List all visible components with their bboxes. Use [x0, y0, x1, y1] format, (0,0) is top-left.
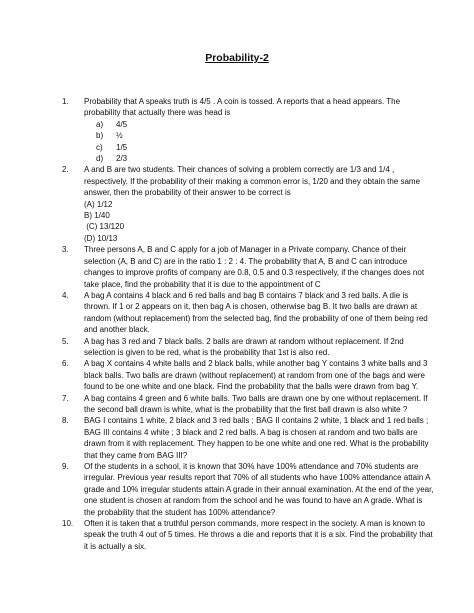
question-number: 6.	[62, 359, 69, 369]
option-item	[96, 153, 434, 164]
option-text: ½	[116, 131, 123, 141]
question-text: A and B are two students. Their chances of solving a problem correctly are 1/3 and 1/4 , respectively. If the probability of their making a common error is, 1/20 and they obtain the same answer, then the probability of their answer to be correct is	[84, 165, 421, 198]
question-text: Often it is taken that a truthful person commands, more respect in the society. A man is known to speak the truth 4 out of 5 times. He throws a die and reports that it is a six. Find the probability that it is actually a six.	[84, 519, 433, 551]
option-item: (D) 10/13	[84, 233, 118, 243]
question-3	[62, 244, 434, 290]
option-list	[84, 119, 434, 165]
question-number: 3.	[62, 245, 69, 255]
question-10	[62, 518, 434, 552]
question-text: BAG I contains 1 white, 2 black and 3 red balls ; BAG II contains 2 white, 1 black and 1 red balls ; BAG III contains 4 white ; 3 black and 2 red balls. A bag is chosen at random and two balls are drawn from it with replacement. They happen to be one white and one red. What is the probability that they came from BAG III?	[84, 416, 429, 460]
question-2	[62, 164, 434, 244]
option-item	[96, 142, 434, 153]
option-label: a)	[96, 119, 104, 129]
option-item: (C) 13/120	[84, 222, 125, 232]
question-text: A bag X contains 4 white balls and 2 black balls, while another bag Y contains 3 white balls and 3 black balls. Two balls are drawn (without replacement) at random from one of the bags and were found to be one white and one black. Find the probability that the balls were drawn from bag Y.	[84, 359, 428, 392]
question-number: 1.	[62, 97, 69, 106]
question-number: 4.	[62, 290, 69, 300]
option-item	[96, 130, 434, 141]
option-text: 2/3	[116, 154, 128, 164]
question-text: A bag A contains 4 black and 6 red balls and bag B contains 7 black and 3 red balls. A die is thrown. If 1 or 2 appears on it, then bag A is chosen, otherwise bag B. It two balls are drawn at random (without replacement) from the selected bag, find the probability of one of them being red and another black.	[84, 290, 428, 335]
question-number: 7.	[62, 393, 69, 403]
question-7	[62, 393, 434, 416]
option-label: b)	[96, 131, 104, 141]
option-list	[84, 199, 434, 245]
option-item: (A) 1/12	[84, 199, 113, 209]
option-item: B) 1/40	[84, 211, 110, 221]
option-text: 4/5	[116, 119, 128, 129]
question-text: A bag contains 4 green and 6 white balls. Two balls are drawn one by one without replacement. If the second ball drawn is white, what is the probability that the first ball drawn is also white ?	[84, 393, 428, 414]
question-number: 5.	[62, 336, 69, 346]
question-9	[62, 461, 434, 518]
question-list	[62, 96, 434, 552]
question-text: Three persons A, B and C apply for a job of Manager in a Private company. Chance of their selection (A, B and C) are in the ratio 1 : 2 : 4. The probability that A, B and C can introduce changes to improve profits of company are 0.8, 0.5 and 0.3 respectively, if the changes does not take place, find the probability that it is due to the appointment of C	[84, 245, 425, 289]
question-number: 8.	[62, 416, 69, 426]
option-item	[96, 119, 434, 130]
question-text: Probability that A speaks truth is 4/5 . A coin is tossed. A reports that a head appears. The probability that actually there was head is	[84, 97, 401, 118]
question-number: 2.	[62, 165, 69, 175]
question-number: 10.	[62, 519, 74, 529]
page-title: Probability-2	[205, 52, 269, 64]
option-text: 1/5	[116, 142, 128, 152]
question-4	[62, 290, 434, 336]
option-label: d)	[96, 154, 104, 164]
question-number: 9.	[62, 462, 69, 471]
question-5	[62, 336, 434, 359]
question-8	[62, 415, 434, 461]
question-text: Of the students in a school, it is known that 30% have 100% attendance and 70% students are irregular. Previous year results report that 70% of all students who have 100% attendance attain A grade and 10% irregular students attain A grade in their annual examination. At the end of the year, one student is chosen at random from the school and he was found to have an A grade. What is the probability that the student has 100% attendance?	[84, 462, 434, 517]
question-text: A bag has 3 red and 7 black balls. 2 balls are drawn at random without replacement. If 2nd selection is given to be red, what is the probability that 1st is also red.	[84, 336, 404, 357]
question-1	[62, 96, 434, 164]
option-label: c)	[96, 142, 103, 152]
question-6	[62, 358, 434, 392]
